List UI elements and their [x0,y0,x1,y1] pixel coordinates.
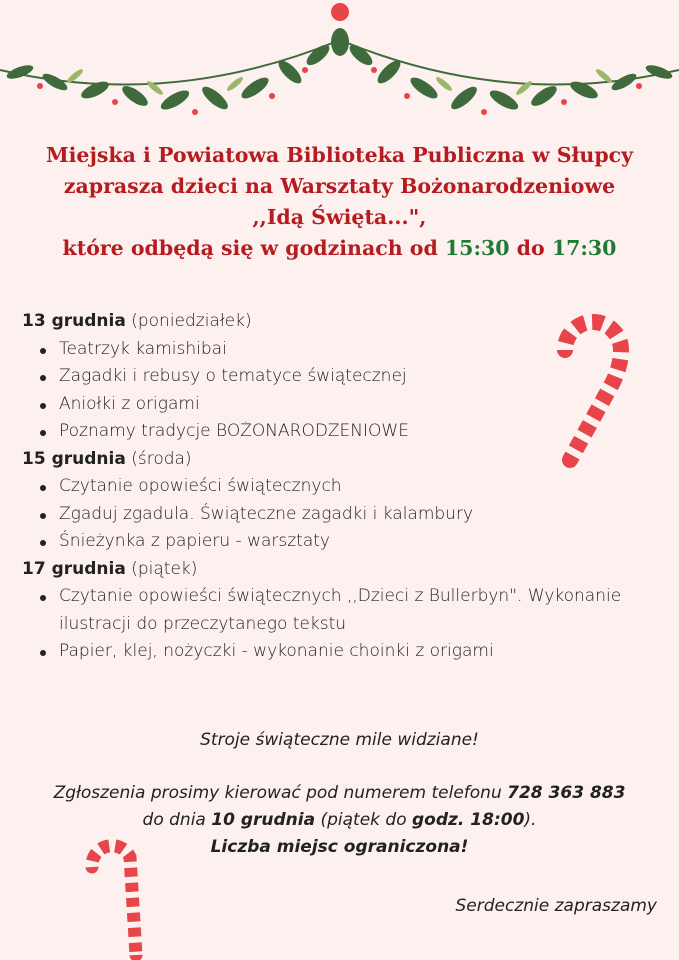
header-line-3: ,,Idą Święta...", [252,205,427,229]
deadline-time: godz. 18:00 [412,810,525,830]
activity-list [22,583,642,666]
candy-cane-icon [545,310,635,470]
garland-icon [0,0,679,140]
time-end: 17:30 [551,236,617,260]
activity-list [22,473,642,556]
deadline-line [0,807,679,834]
phone-prefix: Zgłoszenia prosimy kierować pod numerem telefonu [53,783,508,803]
activity-item: Czytanie opowieści świątecznych ,,Dzieci z Bullerbyn". Wykonanie ilustracji do przeczytanego tekstu [59,583,642,638]
day-date: 17 grudnia [22,558,126,579]
deadline-prefix: do dnia [142,810,212,830]
day-date: 15 grudnia [22,448,126,469]
activity-item: Aniołki z origami [59,391,642,419]
activity-item: Zgaduj zgadula. Świąteczne zagadki i kalambury [59,501,642,529]
day-weekday: (poniedziałek) [131,311,252,331]
activity-item: Śnieżynka z papieru - warsztaty [59,528,642,556]
limited-seats [0,834,679,861]
day-date: 13 grudnia [22,311,126,331]
day-weekday: (piątek) [131,558,198,579]
deadline-mid: (piątek do [315,810,412,830]
activity-item: Czytanie opowieści świątecznych [59,473,642,501]
hours-mid: do [509,236,552,260]
activity-item: Teatrzyk kamishibai [59,336,642,364]
costumes-note: Stroje świąteczne mile widziane! [200,730,479,750]
registration-info [0,780,679,861]
time-start: 15:30 [444,236,510,260]
hours-prefix: które odbędą się w godzinach od [62,236,445,260]
deadline-date: 10 grudnia [211,810,316,830]
closing-text: Serdecznie zapraszamy [455,896,657,916]
day-weekday: (środa) [131,448,192,469]
activity-item: Zagadki i rebusy o tematyce świątecznej [59,363,642,391]
phone-line [0,780,679,807]
activity-item: Poznamy tradycje BOŻONARODZENIOWE [59,418,642,446]
phone-number[interactable]: 728 363 883 [507,783,626,803]
header-line-4 [0,233,679,264]
activity-item: Papier, klej, nożyczki - wykonanie choinki z origami [59,638,642,666]
day-heading [22,556,642,584]
deadline-suffix: ). [524,810,537,830]
header-line-2: zaprasza dzieci na Warsztaty Bożonarodzeniowe [63,174,616,198]
limited-seats-text: Liczba miejsc ograniczona! [210,837,469,857]
header-line-1: Miejska i Powiatowa Biblioteka Publiczna w Słupcy [45,143,634,167]
event-header [0,140,679,264]
